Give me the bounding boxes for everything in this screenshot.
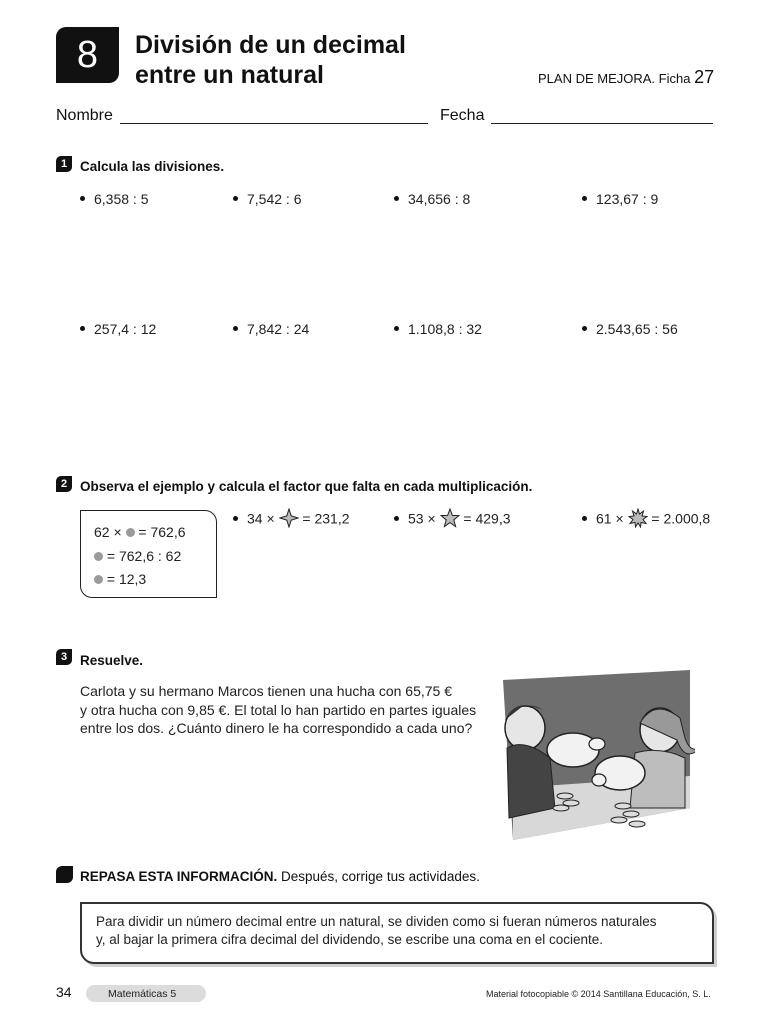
example-factor: 62 × xyxy=(94,524,122,540)
page-number: 34 xyxy=(56,984,72,1000)
problem-line: y otra hucha con 9,85 €. El total lo han partido en partes iguales xyxy=(80,701,477,718)
exercise-2-badge xyxy=(56,476,72,492)
division-text: 2.543,65 : 56 xyxy=(596,321,678,337)
grey-dot-icon xyxy=(94,575,103,584)
info-line: Para dividir un número decimal entre un natural, se dividen como si fueran números naturales xyxy=(96,914,657,929)
plan-label xyxy=(538,67,714,88)
problem-statement xyxy=(80,682,480,738)
exercise-1-badge xyxy=(56,156,72,172)
multiplication-result: = 2.000,8 xyxy=(651,510,711,527)
unit-number-badge xyxy=(56,27,119,83)
bullet-icon xyxy=(233,196,238,201)
example-result: = 762,6 xyxy=(138,524,186,540)
bullet-icon xyxy=(394,516,399,521)
bullet-icon xyxy=(80,326,85,331)
subject-label xyxy=(86,985,206,1002)
info-line: y, al bajar la primera cifra decimal del dividendo, se escribe una coma en el cociente. xyxy=(96,932,604,947)
division-item xyxy=(582,321,678,337)
repasa-heading xyxy=(80,869,480,884)
exercise-3-title: Resuelve. xyxy=(80,653,144,668)
repasa-bold: REPASA ESTA INFORMACIÓN. xyxy=(80,869,278,884)
problem-line: Carlota y su hermano Marcos tienen una hucha con 65,75 € xyxy=(80,683,453,699)
division-text: 1.108,8 : 32 xyxy=(408,321,482,337)
grey-dot-icon xyxy=(94,552,103,561)
five-point-star-icon xyxy=(440,508,460,528)
problem-line: entre los dos. ¿Cuánto dinero le ha correspondido a cada uno? xyxy=(80,720,473,736)
exercise-2-title: Observa el ejemplo y calcula el factor que falta en cada multiplicación. xyxy=(80,479,533,494)
plan-text: PLAN DE MEJORA. Ficha xyxy=(538,71,691,86)
burst-star-icon xyxy=(628,508,648,528)
multiplication-result: = 429,3 xyxy=(463,510,511,527)
division-text: 257,4 : 12 xyxy=(94,321,157,337)
page-title xyxy=(135,30,406,90)
bullet-icon xyxy=(582,326,587,331)
bullet-icon xyxy=(233,326,238,331)
division-item xyxy=(80,191,149,207)
example-division: = 762,6 : 62 xyxy=(106,548,182,564)
division-item xyxy=(233,321,309,337)
four-point-star-icon xyxy=(279,508,299,528)
division-text: 6,358 : 5 xyxy=(94,191,149,207)
bullet-icon xyxy=(80,196,85,201)
grey-dot-icon xyxy=(126,528,135,537)
division-item xyxy=(80,321,156,337)
multiplication-item xyxy=(394,510,511,530)
multiplication-factor: 61 × xyxy=(596,510,624,527)
info-text xyxy=(96,913,696,949)
example-line-3 xyxy=(94,571,146,587)
exercise-1-title: Calcula las divisiones. xyxy=(80,159,225,174)
exercise-1-number: 1 xyxy=(60,158,68,170)
bullet-icon xyxy=(394,326,399,331)
division-text: 7,542 : 6 xyxy=(247,191,302,207)
name-label: Nombre xyxy=(56,107,113,124)
example-answer: = 12,3 xyxy=(106,571,147,587)
title-line-2: entre un natural xyxy=(135,61,324,89)
date-label: Fecha xyxy=(440,107,485,124)
name-field[interactable] xyxy=(120,123,428,124)
multiplication-factor: 34 × xyxy=(247,510,275,527)
multiplication-item xyxy=(582,510,710,530)
exercise-3-badge xyxy=(56,649,72,665)
exercise-2-number: 2 xyxy=(60,478,68,490)
date-field[interactable] xyxy=(491,123,713,124)
division-item xyxy=(394,321,482,337)
subject-text: Matemáticas 5 xyxy=(108,987,177,1000)
division-item xyxy=(394,191,470,207)
division-item xyxy=(233,191,302,207)
children-piggy-bank-illustration xyxy=(495,668,695,843)
division-text: 123,67 : 9 xyxy=(596,191,659,207)
example-line-2 xyxy=(94,548,181,564)
example-box xyxy=(80,510,217,598)
unit-number: 8 xyxy=(76,33,99,76)
example-line-1 xyxy=(94,524,186,540)
bullet-icon xyxy=(582,196,587,201)
copyright-text: Material fotocopiable © 2014 Santillana Educación, S. L. xyxy=(486,989,711,999)
repasa-badge xyxy=(56,866,73,883)
division-item xyxy=(582,191,658,207)
repasa-rest: Después, corrige tus actividades. xyxy=(277,869,480,884)
bullet-icon xyxy=(582,516,587,521)
bullet-icon xyxy=(394,196,399,201)
bullet-icon xyxy=(233,516,238,521)
multiplication-result: = 231,2 xyxy=(302,510,350,527)
multiplication-factor: 53 × xyxy=(408,510,436,527)
ficha-number: 27 xyxy=(694,67,715,87)
title-line-1: División de un decimal xyxy=(135,31,406,59)
division-text: 7,842 : 24 xyxy=(247,321,310,337)
division-text: 34,656 : 8 xyxy=(408,191,471,207)
multiplication-item xyxy=(233,510,350,530)
exercise-3-number: 3 xyxy=(60,651,68,663)
